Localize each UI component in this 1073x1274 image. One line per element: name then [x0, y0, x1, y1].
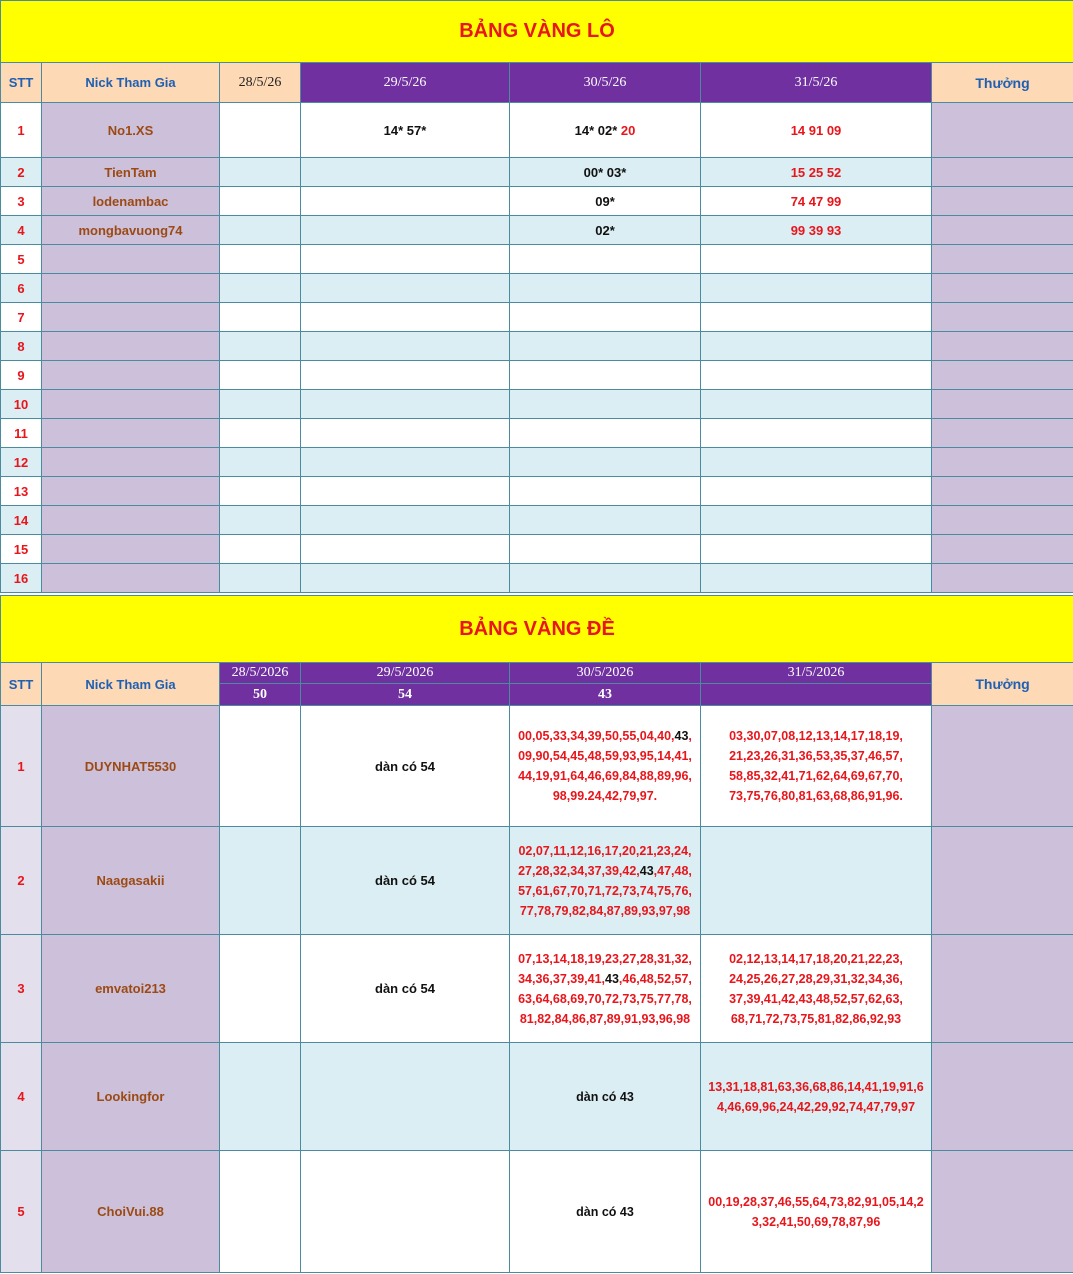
- de-cell-date-1: [220, 1043, 301, 1151]
- lo-thuong: [932, 274, 1073, 303]
- de-d3-seg: 27,28,32,34,37,39,42,: [518, 863, 640, 878]
- de-d4-line: 4,46,69,96,24,42,29,92,74,47,79,97: [716, 1099, 916, 1114]
- lo-table-row: [1, 187, 1073, 216]
- de-body: [1, 706, 1073, 1273]
- lo-thuong: [932, 245, 1073, 274]
- lo-cell-date-1: [220, 245, 301, 274]
- lo-cell-date-4: [701, 245, 932, 274]
- de-d4-line: 73,75,76,80,81,63,68,86,91,96.: [729, 789, 903, 803]
- lo-cell-date-4: [701, 303, 932, 332]
- lo-cell-date-1: [220, 103, 301, 158]
- de-nick: ChoiVui.88: [42, 1151, 220, 1273]
- lo-cell-date-3: [510, 332, 701, 361]
- lo-cell-date-3: [510, 187, 701, 216]
- lo-cell-date-2: [301, 390, 510, 419]
- de-d3-seg: 81,82,84,86,87,89,91,93,96,98: [519, 1011, 691, 1026]
- de-result-4: [701, 684, 932, 706]
- lo-d3-black: 14* 02*: [574, 122, 621, 138]
- de-d4-line: 13,31,18,81,63,36,68,86,14,41,19,91,6: [708, 1079, 924, 1094]
- lo-table-row: [1, 103, 1073, 158]
- lo-nick: [42, 419, 220, 448]
- lo-table-row: [1, 158, 1073, 187]
- de-d3-hit: 43: [639, 863, 654, 878]
- de-header-date-3: 30/5/2026: [510, 663, 701, 684]
- lo-cell-date-2: [301, 216, 510, 245]
- lo-nick: [42, 390, 220, 419]
- lo-thuong: [932, 477, 1073, 506]
- lo-d3-black: 09*: [595, 193, 615, 209]
- lo-stt: 8: [1, 332, 42, 361]
- de-nick: emvatoi213: [42, 935, 220, 1043]
- lo-d3-black: 00* 03*: [583, 164, 627, 180]
- lo-thuong: [932, 564, 1073, 593]
- de-d3-line: [510, 766, 700, 786]
- lo-cell-date-3: [510, 419, 701, 448]
- de-header-nick: Nick Tham Gia: [42, 663, 220, 706]
- lo-nick: [42, 332, 220, 361]
- de-d3-seg: 00,05,33,34,39,50,55,04,40,: [518, 729, 675, 743]
- lo-cell-date-2: [301, 477, 510, 506]
- de-cell-date-2: dàn có 54: [301, 706, 510, 827]
- lo-thuong: [932, 535, 1073, 564]
- de-stt: 3: [1, 935, 42, 1043]
- lo-cell-date-4: [701, 390, 932, 419]
- lo-cell-date-1: [220, 187, 301, 216]
- lo-cell-date-3: [510, 274, 701, 303]
- lo-table: [0, 0, 1073, 593]
- de-header-stt: STT: [1, 663, 42, 706]
- lo-table-row: [1, 390, 1073, 419]
- lo-table-row: [1, 216, 1073, 245]
- lo-cell-date-2: [301, 303, 510, 332]
- lo-cell-date-1: [220, 448, 301, 477]
- lo-table-row: [1, 535, 1073, 564]
- de-d3-text: dàn có 43: [576, 1089, 634, 1104]
- de-d3-seg: ,46,48,52,57,: [618, 971, 692, 986]
- lo-table-row: [1, 245, 1073, 274]
- de-table-row: [1, 1151, 1073, 1273]
- lo-thuong: [932, 332, 1073, 361]
- lo-cell-date-4: [701, 564, 932, 593]
- lo-cell-date-3: [510, 535, 701, 564]
- lo-table-row: [1, 448, 1073, 477]
- lo-header-stt: STT: [1, 63, 42, 103]
- lo-stt: 3: [1, 187, 42, 216]
- de-cell-date-1: [220, 706, 301, 827]
- de-d3-seg: ,: [688, 729, 692, 743]
- de-table-row: [1, 1043, 1073, 1151]
- lo-header-date-4: 31/5/26: [701, 63, 932, 103]
- de-d3-line: [510, 861, 700, 881]
- de-result-1: 50: [220, 684, 301, 706]
- lo-nick: No1.XS: [42, 103, 220, 158]
- lo-cell-date-4: [701, 274, 932, 303]
- de-stt: 4: [1, 1043, 42, 1151]
- lo-nick: [42, 506, 220, 535]
- de-d3-seg: 07,13,14,18,19,23,27,28,31,32,: [518, 951, 692, 966]
- lo-stt: 7: [1, 303, 42, 332]
- lo-stt: 5: [1, 245, 42, 274]
- lo-thuong: [932, 103, 1073, 158]
- lo-d3-black: 02*: [595, 222, 615, 238]
- de-cell-date-3: [510, 706, 701, 827]
- lo-cell-date-1: [220, 506, 301, 535]
- lo-nick: TienTam: [42, 158, 220, 187]
- de-d3-line: [510, 881, 700, 901]
- de-cell-date-4: [701, 1151, 932, 1273]
- lo-nick: [42, 245, 220, 274]
- lo-cell-date-3: [510, 103, 701, 158]
- lo-cell-date-1: [220, 535, 301, 564]
- de-d3-line: [510, 786, 700, 806]
- lo-cell-date-3: [510, 361, 701, 390]
- lo-cell-date-3: [510, 477, 701, 506]
- lo-stt: 4: [1, 216, 42, 245]
- lo-nick: [42, 361, 220, 390]
- de-d3-seg: ,47,48,: [653, 863, 692, 878]
- lo-table-row: [1, 274, 1073, 303]
- lo-table-row: [1, 506, 1073, 535]
- lo-stt: 9: [1, 361, 42, 390]
- de-d3-line: [510, 726, 700, 746]
- lo-header-date-2: 29/5/26: [301, 63, 510, 103]
- lo-cell-date-3: [510, 448, 701, 477]
- lo-body: [1, 103, 1073, 593]
- lo-thuong: [932, 216, 1073, 245]
- lo-cell-date-2: [301, 506, 510, 535]
- lo-cell-date-4: [701, 477, 932, 506]
- lo-cell-date-1: [220, 303, 301, 332]
- lo-d3-red: 20: [620, 122, 636, 138]
- de-d3-seg: 09,90,54,45,48,59,93,95,14,41,: [518, 749, 692, 763]
- de-d3-line: [510, 841, 700, 861]
- lo-header-date-1: 28/5/26: [220, 63, 301, 103]
- de-d3-seg: 57,61,67,70,71,72,73,74,75,76,: [518, 883, 692, 898]
- de-table: [0, 595, 1073, 1273]
- de-d3-line: [510, 969, 700, 989]
- de-d3-seg: 98,99.24,42,79,97.: [552, 789, 658, 803]
- lo-thuong: [932, 158, 1073, 187]
- lo-cell-date-2: [301, 535, 510, 564]
- lo-cell-date-3: [510, 564, 701, 593]
- lo-nick: [42, 477, 220, 506]
- lo-cell-date-3: [510, 390, 701, 419]
- de-d3-seg: 02,07,11,12,16,17,20,21,23,24,: [518, 843, 692, 858]
- lo-table-row: [1, 564, 1073, 593]
- de-stt: 1: [1, 706, 42, 827]
- de-d4-line: 21,23,26,31,36,53,35,37,46,57,: [729, 749, 903, 763]
- lo-cell-date-1: [220, 361, 301, 390]
- de-cell-date-3: [510, 1151, 701, 1273]
- de-cell-date-2: [301, 1151, 510, 1273]
- lo-cell-date-3: [510, 216, 701, 245]
- lo-cell-date-2: [301, 448, 510, 477]
- de-thuong: [932, 1151, 1073, 1273]
- lo-cell-date-1: [220, 477, 301, 506]
- de-d4-line: 68,71,72,73,75,81,82,86,92,93: [730, 1011, 902, 1026]
- de-title: BẢNG VÀNG ĐỀ: [1, 596, 1073, 663]
- lo-thuong: [932, 303, 1073, 332]
- lo-nick: [42, 303, 220, 332]
- lo-table-row: [1, 477, 1073, 506]
- de-nick: Lookingfor: [42, 1043, 220, 1151]
- lo-thuong: [932, 361, 1073, 390]
- lo-header-thuong: Thưởng: [932, 63, 1073, 103]
- de-d4-line: 3,32,41,50,69,78,87,96: [751, 1214, 881, 1229]
- lo-cell-date-1: [220, 332, 301, 361]
- de-d4-line: 02,12,13,14,17,18,20,21,22,23,: [729, 951, 903, 966]
- de-d3-line: [510, 901, 700, 921]
- de-cell-date-3: [510, 1043, 701, 1151]
- de-thuong: [932, 706, 1073, 827]
- de-cell-date-4: [701, 827, 932, 935]
- de-table-row: [1, 827, 1073, 935]
- de-result-3: 43: [510, 684, 701, 706]
- de-d3-line: [510, 746, 700, 766]
- lo-stt: 16: [1, 564, 42, 593]
- lo-thuong: [932, 448, 1073, 477]
- de-d3-seg: 77,78,79,82,84,87,89,93,97,98: [519, 903, 691, 918]
- lo-nick: [42, 448, 220, 477]
- de-d4-line: 00,19,28,37,46,55,64,73,82,91,05,14,2: [708, 1194, 924, 1209]
- lo-cell-date-1: [220, 216, 301, 245]
- lo-cell-date-2: [301, 419, 510, 448]
- lo-cell-date-4: 74 47 99: [701, 187, 932, 216]
- de-header-thuong: Thưởng: [932, 663, 1073, 706]
- lo-cell-date-4: [701, 419, 932, 448]
- lo-cell-date-2: 14* 57*: [301, 103, 510, 158]
- lo-cell-date-3: [510, 245, 701, 274]
- lo-cell-date-4: 14 91 09: [701, 103, 932, 158]
- de-d4-line: 37,39,41,42,43,48,52,57,62,63,: [729, 991, 903, 1006]
- de-d3-seg: 63,64,68,69,70,72,73,75,77,78,: [518, 991, 692, 1006]
- de-cell-date-2: dàn có 54: [301, 827, 510, 935]
- lo-cell-date-2: [301, 187, 510, 216]
- de-d4-line: 58,85,32,41,71,62,64,69,67,70,: [729, 769, 903, 783]
- de-d3-line: [510, 989, 700, 1009]
- lo-table-row: [1, 361, 1073, 390]
- lo-table-row: [1, 332, 1073, 361]
- lo-stt: 6: [1, 274, 42, 303]
- lo-stt: 12: [1, 448, 42, 477]
- lo-header-nick: Nick Tham Gia: [42, 63, 220, 103]
- de-nick: Naagasakii: [42, 827, 220, 935]
- de-header-date-1: 28/5/2026: [220, 663, 301, 684]
- de-d3-hit: 43: [674, 729, 689, 743]
- de-d4-line: 24,25,26,27,28,29,31,32,34,36,: [729, 971, 903, 986]
- lo-cell-date-2: [301, 564, 510, 593]
- lo-nick: lodenambac: [42, 187, 220, 216]
- lo-cell-date-2: [301, 274, 510, 303]
- de-cell-date-2: [301, 1043, 510, 1151]
- lo-thuong: [932, 187, 1073, 216]
- de-d3-seg: 34,36,37,39,41,: [518, 971, 605, 986]
- lo-cell-date-2: [301, 245, 510, 274]
- de-cell-date-1: [220, 827, 301, 935]
- de-cell-date-4: [701, 1043, 932, 1151]
- de-thuong: [932, 827, 1073, 935]
- lo-cell-date-4: [701, 361, 932, 390]
- lo-nick: [42, 564, 220, 593]
- lo-cell-date-4: 99 39 93: [701, 216, 932, 245]
- de-d3-hit: 43: [605, 971, 619, 986]
- lo-header-date-3: 30/5/26: [510, 63, 701, 103]
- lo-cell-date-4: 15 25 52: [701, 158, 932, 187]
- de-cell-date-2: dàn có 54: [301, 935, 510, 1043]
- de-cell-date-4: [701, 935, 932, 1043]
- lo-cell-date-4: [701, 332, 932, 361]
- de-thuong: [932, 935, 1073, 1043]
- lo-stt: 14: [1, 506, 42, 535]
- de-d3-line: [510, 949, 700, 969]
- lo-stt: 2: [1, 158, 42, 187]
- de-d4-line: 03,30,07,08,12,13,14,17,18,19,: [729, 729, 903, 743]
- lo-nick: mongbavuong74: [42, 216, 220, 245]
- de-thuong: [932, 1043, 1073, 1151]
- lo-title: BẢNG VÀNG LÔ: [1, 1, 1073, 63]
- lo-nick: [42, 274, 220, 303]
- lo-cell-date-2: [301, 361, 510, 390]
- lo-cell-date-2: [301, 158, 510, 187]
- de-header-date-4: 31/5/2026: [701, 663, 932, 684]
- lo-cell-date-1: [220, 390, 301, 419]
- lo-cell-date-4: [701, 535, 932, 564]
- de-nick: DUYNHAT5530: [42, 706, 220, 827]
- de-cell-date-3: [510, 827, 701, 935]
- de-d3-seg: 44,19,91,64,46,69,84,88,89,96,: [518, 769, 692, 783]
- lo-thuong: [932, 506, 1073, 535]
- de-d3-text: dàn có 43: [576, 1204, 634, 1219]
- lo-stt: 11: [1, 419, 42, 448]
- lo-thuong: [932, 419, 1073, 448]
- de-stt: 2: [1, 827, 42, 935]
- lo-table-row: [1, 303, 1073, 332]
- lo-cell-date-2: [301, 332, 510, 361]
- lo-stt: 13: [1, 477, 42, 506]
- lo-cell-date-1: [220, 158, 301, 187]
- de-result-2: 54: [301, 684, 510, 706]
- lo-cell-date-3: [510, 303, 701, 332]
- de-stt: 5: [1, 1151, 42, 1273]
- lo-cell-date-4: [701, 506, 932, 535]
- de-table-row: [1, 706, 1073, 827]
- lo-cell-date-1: [220, 274, 301, 303]
- de-cell-date-1: [220, 935, 301, 1043]
- lo-thuong: [932, 390, 1073, 419]
- de-cell-date-1: [220, 1151, 301, 1273]
- lo-stt: 10: [1, 390, 42, 419]
- lo-stt: 1: [1, 103, 42, 158]
- de-table-row: [1, 935, 1073, 1043]
- lo-nick: [42, 535, 220, 564]
- de-d3-line: [510, 1009, 700, 1029]
- lo-table-row: [1, 419, 1073, 448]
- lo-cell-date-4: [701, 448, 932, 477]
- de-cell-date-3: [510, 935, 701, 1043]
- lo-cell-date-3: [510, 506, 701, 535]
- de-header-date-2: 29/5/2026: [301, 663, 510, 684]
- lo-cell-date-3: [510, 158, 701, 187]
- de-cell-date-4: [701, 706, 932, 827]
- lo-cell-date-1: [220, 564, 301, 593]
- lo-stt: 15: [1, 535, 42, 564]
- lo-cell-date-1: [220, 419, 301, 448]
